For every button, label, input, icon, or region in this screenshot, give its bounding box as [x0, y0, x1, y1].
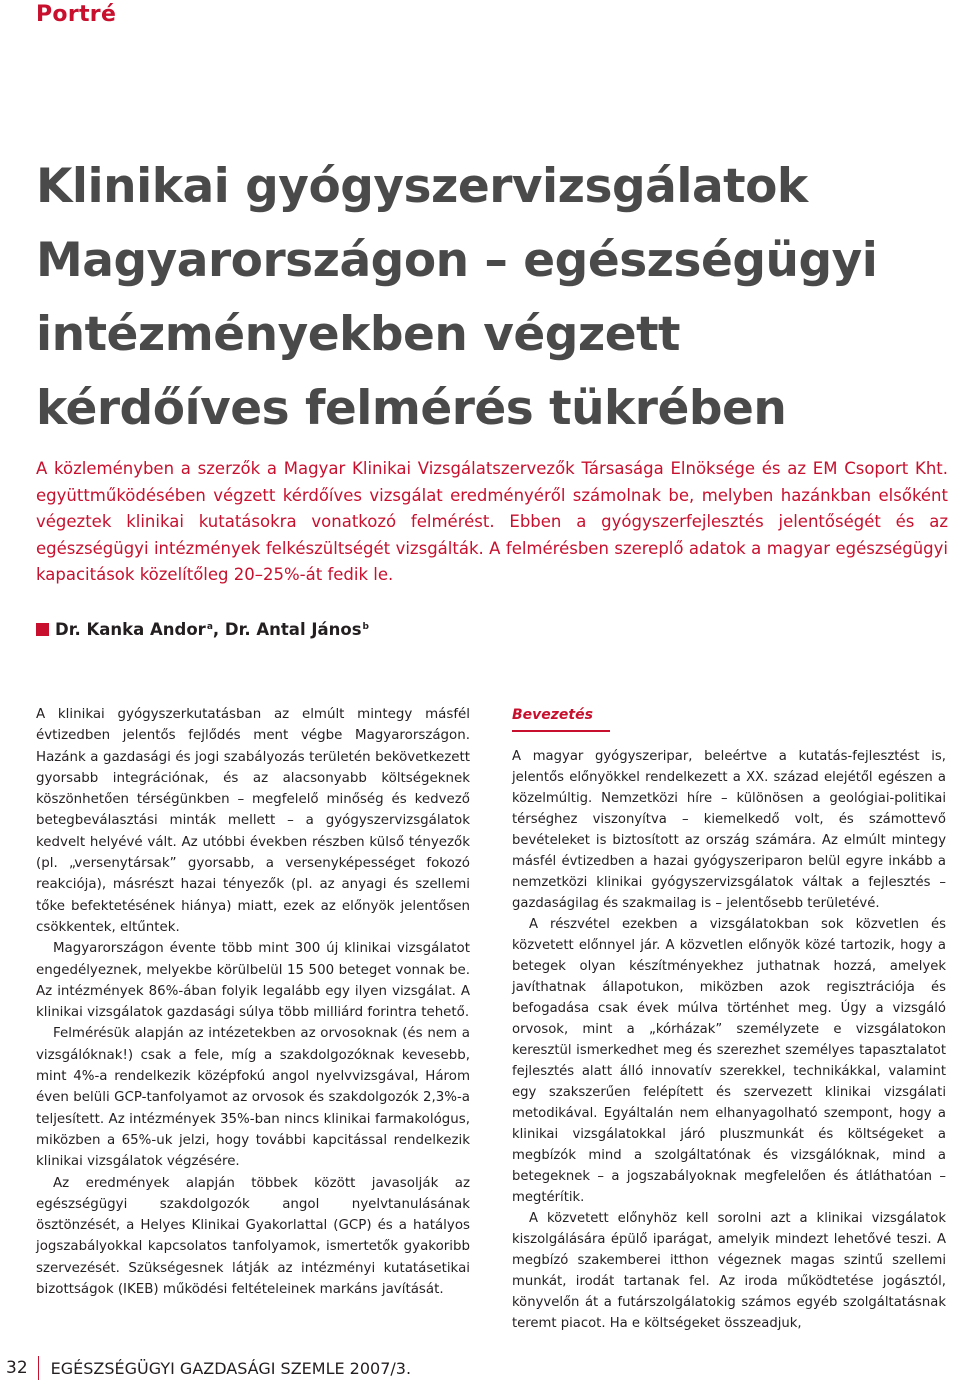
title-line: intézményekben végzett: [36, 307, 681, 362]
page-number: 32: [6, 1358, 28, 1378]
title-line: Klinikai gyógyszervizsgálatok: [36, 159, 808, 214]
body-paragraph: A közvetett előnyhöz kell sorolni azt a klinikai vizsgálatok kiszolgálására épülő iparágat, amelyik mindezt lehetővé teszi. A megbízó szakemberei itthon végeznek magas szintű szellemi munkát, irodát tartanak fel. Az iroda működtetése jogásztól, könyvelőn át a futárszolgálatokig számos egyéb szolgáltatásnak teremt piacot. Ha e költségeket összeadjuk,: [512, 1211, 946, 1331]
bullet-square-icon: [36, 623, 49, 636]
author-separator: ,: [212, 620, 225, 639]
author-line: [36, 620, 369, 639]
footer-divider: [38, 1356, 39, 1380]
body-paragraph: A részvétel ezekben a vizsgálatokban sok közvetlen és közvetett előnnyel jár. A közvetlen előnyök közé tartozik, hogy a betegek olyan készítményekhez juthatnak hozzá, amelyek javíthatnak állapotukon, miközben azok regisztrációja és befogadása csak évek múlva történhet meg. Úgy a vizsgáló orvosok, mint a „kórházak” személyzete e vizsgálatokon keresztül ismerkedhet meg és szerezhet személyes tapasztalatot fejlesztés alatt álló innovatív szerekkel, technikákkal, valamint egy szakszerűen felépített és szervezett klinikai vizsgálati metodikával. Egyáltalán nem elhanyagolható szempont, hogy a klinikai vizsgálatokkal járó pluszmunkát és költségeket a megbízók mind a szolgáltatónak és vizsgálóknak, mind a betegeknek – a jogszabályoknak megfelelően és átláthatóan – megtérítik.: [512, 917, 946, 1205]
article-title: [36, 150, 956, 446]
body-column: [512, 704, 946, 1334]
heading-rule: [512, 730, 610, 732]
section-label: Portré: [36, 2, 117, 27]
page-footer: [6, 1356, 411, 1380]
author-name: Dr. Kanka Andor: [55, 620, 206, 639]
abstract-paragraph: A klinikai gyógyszerkutatásban az elmúlt mintegy másfél évtizedben jelentős fejlődés ment végbe Magyarországon. Hazánk a gazdasági és jogi szabályozás területén bekövetkezett gyorsabb integrációnak, és az alacsonyabb költségeknek köszönhetően térségünkben – megfelelő minőség és kedvező betegbeválasztási minták mellett – a gyógyszervizsgálatok kedvelt helyévé vált. Az utóbbi években részben külső tényezők (pl. „versenytársak” gyorsabb, a versenyképességet fokozó reakciója), másrészt hazai tényezők (pl. az anyagi és szellemi tőke befektetésének hiánya) miatt, ezek az előnyök jelentősen csökkentek, eltűntek.: [36, 707, 470, 935]
author-name: Dr. Antal János: [224, 620, 362, 639]
author-affiliation-marker: a: [206, 622, 213, 632]
abstract-paragraph: Magyarországon évente több mint 300 új klinikai vizsgálatot engedélyeznek, melyekbe körülbelül 15 500 beteget vonnak be. Az intézmények 86%-ában folyik legalább egy ilyen vizsgálat. A klinikai vizsgálatok gazdasági súlya több milliárd forintra tehető.: [36, 941, 470, 1021]
journal-name: EGÉSZSÉGÜGYI GAZDASÁGI SZEMLE 2007/3.: [50, 1358, 412, 1378]
section-heading: Bevezetés: [512, 707, 593, 723]
author-affiliation-marker: b: [362, 622, 369, 632]
abstract-column: [36, 704, 470, 1300]
title-line: Magyarországon – egészségügyi: [36, 233, 878, 288]
abstract-paragraph: Felmérésük alapján az intézetekben az orvosoknak (és nem a vizsgálóknak!) csak a fele, míg a szakdolgozóknak kevesebb, mint 4%-a rendelkezik középfokú angol nyelvvizsgával, Három éven belüli GCP-tanfolyamot az orvosok és szakdolgozók 2,3%-a teljesített. Az intézmények 35%-ban nincs klinikai farmakológus, miközben a 65%-uk jelzi, hogy további kapcitással rendelkezik klinikai vizsgálatok végzésére.: [36, 1026, 470, 1170]
body-paragraph: A magyar gyógyszeripar, beleértve a kutatás-fejlesztést is, jelentős előnyökkel rendelkezett a XX. század elejétől egészen a közelmúltig. Nemzetközi híre – különösen a geológiai-politikai térséghez viszonyítva – kiemelkedő volt, és számottevő bevételeket is biztosított az ország számára. Az elmúlt mintegy másfél évtizedben a hazai gyógyszeriparon belül egyre inkább a nemzetközi klinikai gyógyszervizsgálatok váltak a fejlesztés – gazdaságilag és szakmailag is – jelentősebb területévé.: [512, 749, 946, 911]
abstract-paragraph: Az eredmények alapján többek között javasolják az egészségügyi szakdolgozók angol nyelvtanulásának ösztönzését, a Helyes Klinikai Gyakorlattal (GCP) és a hatályos jogszabályokkal kapcsolatos tanfolyamok, ismertetők gyakoribb szervezését. Szükségesnek látják az intézményi kutatásetikai bizottságok (IKEB) működési feltételeinek markáns javítását.: [36, 1175, 470, 1298]
title-line: kérdőíves felmérés tükrében: [36, 381, 787, 436]
lead-paragraph: A közleményben a szerzők a Magyar Klinikai Vizsgálatszervezők Társasága Elnöksége és az EM Csoport Kht. együttműködésében végzett kérdőíves vizsgálat eredményéről számolnak be, melyben hazánkban elsőként végeztek klinikai kutatásokra vonatkozó felmérést. Ebben a gyógyszerfejlesztés jelentőségét és az egészségügyi intézmények felkészültségét vizsgálták. A felmérésben szereplő adatok a magyar egészségügyi kapacitások közelítőleg 20–25%-át fedik le.: [36, 459, 948, 584]
